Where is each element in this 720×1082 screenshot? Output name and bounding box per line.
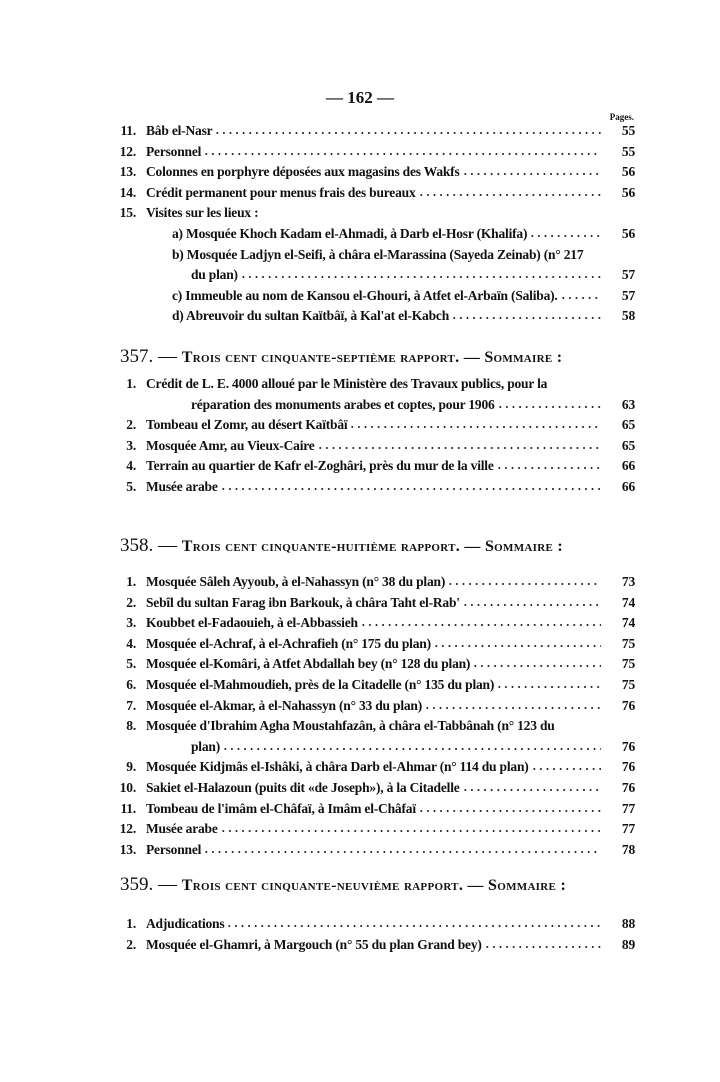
entry-text: plan) (191, 738, 221, 754)
entry-page: 66 (621, 478, 635, 494)
entry-text: Sebîl du sultan Farag ibn Barkouk, à châra Taht el-Rab' (146, 594, 460, 610)
entry-number: 1. (126, 376, 136, 391)
toc-entry (100, 613, 635, 634)
entry-text: d) Abreuvoir du sultan Kaïtbâï, à Kal'at el-Kabch (172, 308, 449, 324)
dot-leader (360, 623, 601, 627)
entry-text: Personnel (146, 143, 202, 159)
dot-leader (462, 603, 601, 607)
entry-page: 76 (621, 759, 635, 775)
toc-entry (100, 265, 635, 286)
toc-entry (100, 415, 635, 436)
entry-number: 11. (120, 123, 136, 138)
entry-page: 66 (621, 458, 635, 474)
entry-text: Mosquée el-Ghamri, à Margouch (n° 55 du plan Grand bey) (146, 936, 482, 952)
entry-text: Personnel (146, 841, 202, 857)
toc-entry (100, 737, 635, 758)
entry-page: 74 (621, 615, 635, 631)
toc-list-357 (100, 374, 635, 498)
entry-text: Colonnes en porphyre déposées aux magasins des Wakfs (146, 164, 460, 180)
toc-entry (100, 395, 635, 416)
toc-entry (100, 245, 635, 266)
entry-text: Crédit permanent pour menus frais des bureaux (146, 184, 416, 200)
dot-leader (496, 466, 601, 470)
toc-entry (100, 121, 635, 142)
entry-page: 77 (621, 800, 635, 816)
dot-leader (418, 809, 601, 813)
toc-entry (100, 203, 635, 224)
entry-page: 56 (621, 164, 635, 180)
entry-number: 13. (119, 164, 136, 180)
dot-leader (349, 425, 601, 429)
entry-number: 1. (126, 574, 136, 589)
entry-page: 74 (621, 594, 635, 610)
toc-entry (100, 162, 635, 183)
pages-column-label: Pages. (609, 112, 634, 122)
dot-leader (214, 131, 601, 135)
dot-leader (462, 788, 601, 792)
entry-text: Musée arabe (146, 821, 218, 837)
dot-leader (222, 747, 601, 751)
page-number: — 162 — (326, 88, 394, 107)
entry-text: du plan) (191, 267, 238, 283)
entry-page: 73 (621, 574, 635, 589)
entry-page: 77 (621, 821, 635, 837)
dot-leader (424, 706, 601, 710)
entry-number: 1. (126, 916, 136, 931)
toc-entry (100, 183, 635, 204)
entry-number: 14. (119, 184, 136, 200)
toc-entry (100, 675, 635, 696)
entry-text: réparation des monuments arabes et coptes, pour 1906 (191, 396, 495, 412)
toc-entry (100, 224, 635, 245)
entry-number: 7. (126, 697, 136, 713)
report-title: Trois cent cinquante-septième rapport. — Sommaire : (181, 349, 563, 366)
entry-page: 65 (621, 437, 635, 453)
entry-number: 9. (126, 759, 136, 775)
toc-entry (100, 477, 635, 498)
dot-leader (447, 582, 601, 586)
entry-text: a) Mosquée Khoch Kadam el-Ahmadi, à Darb el-Hosr (Khalifa) (172, 225, 528, 241)
entry-number: 10. (119, 779, 136, 795)
toc-entry (100, 778, 635, 799)
dot-leader (560, 296, 601, 300)
entry-number: 3. (126, 615, 136, 631)
entry-text: Tombeau de l'imâm el-Châfaï, à Imâm el-Châfaï (146, 800, 416, 816)
entry-text: Koubbet el-Fadaouieh, à el-Abbassieh (146, 615, 358, 631)
entry-page: 63 (621, 396, 635, 412)
toc-entry (100, 935, 635, 956)
entry-number: 6. (126, 676, 136, 692)
report-title: Trois cent cinquante-huitième rapport. — Sommaire : (181, 538, 564, 555)
toc-entry (100, 306, 635, 327)
entry-text: Adjudications (146, 916, 225, 931)
dot-leader (497, 405, 601, 409)
dot-leader (484, 945, 601, 949)
dot-leader (226, 924, 601, 928)
dot-leader (317, 446, 601, 450)
toc-entry (100, 654, 635, 675)
entry-text: Crédit de L. E. 4000 alloué par le Ministère des Travaux publics, pour la (146, 376, 548, 391)
entry-text: Visites sur les lieux : (146, 205, 259, 221)
entry-text: Mosquée el-Achraf, à el-Achrafieh (n° 175 du plan) (146, 635, 431, 651)
toc-entry (100, 142, 635, 163)
dot-leader (240, 275, 601, 279)
entry-page: 57 (621, 267, 635, 283)
entry-page: 56 (621, 184, 635, 200)
entry-text: Mosquée el-Mahmoudieh, près de la Citadelle (n° 135 du plan) (146, 676, 495, 692)
toc-list-previous (100, 121, 635, 327)
entry-text: b) Mosquée Ladjyn el-Seifi, à châra el-Marassina (Sayeda Zeinab) (n° 217 (172, 246, 584, 262)
toc-entry (100, 286, 635, 307)
entry-text: Mosquée Kidjmâs el-Ishâki, à châra Darb el-Ahmar (n° 114 du plan) (146, 759, 529, 775)
toc-entry (100, 572, 635, 593)
entry-text: Musée arabe (146, 478, 218, 494)
entry-text: Mosquée Amr, au Vieux-Caire (146, 437, 315, 453)
entry-number: 11. (120, 800, 136, 816)
toc-entry (100, 593, 635, 614)
entry-page: 76 (621, 697, 635, 713)
dot-leader (462, 172, 601, 176)
toc-entry (100, 456, 635, 477)
entry-number: 12. (119, 143, 136, 159)
entry-page: 78 (621, 841, 635, 857)
entry-page: 58 (621, 308, 635, 324)
entry-page: 55 (621, 123, 635, 138)
dot-leader (220, 487, 601, 491)
dot-leader (203, 152, 601, 156)
entry-text: Bâb el-Nasr (146, 123, 213, 138)
report-heading-358 (120, 535, 640, 557)
entry-number: 13. (119, 841, 136, 857)
entry-text: Mosquée el-Akmar, à el-Nahassyn (n° 33 du plan) (146, 697, 423, 713)
report-number: 358. — (120, 535, 182, 556)
toc-entry (100, 757, 635, 778)
toc-entry (100, 716, 635, 737)
entry-number: 2. (126, 594, 136, 610)
report-title: Trois cent cinquante-neuvième rapport. — Sommaire : (181, 877, 567, 894)
entry-text: Terrain au quartier de Kafr el-Zoghâri, près du mur de la ville (146, 458, 494, 474)
entry-number: 2. (126, 936, 136, 952)
entry-page: 57 (621, 287, 635, 303)
entry-number: 4. (126, 635, 136, 651)
entry-page: 75 (621, 635, 635, 651)
toc-entry (100, 634, 635, 655)
dot-leader (472, 664, 601, 668)
entry-page: 76 (621, 738, 635, 754)
report-heading-357 (120, 346, 640, 368)
entry-page: 88 (621, 916, 635, 931)
toc-entry (100, 374, 635, 395)
dot-leader (203, 850, 601, 854)
entry-text: Mosquée Sâleh Ayyoub, à el-Nahassyn (n° 38 du plan) (146, 574, 446, 589)
dot-leader (418, 193, 601, 197)
entry-page: 75 (621, 656, 635, 672)
report-number: 359. — (120, 874, 182, 895)
dot-leader (433, 644, 601, 648)
dot-leader (529, 234, 601, 238)
toc-entry (100, 840, 635, 861)
dot-leader (220, 829, 601, 833)
entry-page: 75 (621, 676, 635, 692)
entry-page: 89 (621, 936, 635, 952)
dot-leader (451, 316, 601, 320)
toc-entry (100, 819, 635, 840)
entry-number: 12. (119, 821, 136, 837)
entry-text: Mosquée d'Ibrahim Agha Moustahfazân, à châra el-Tabbânah (n° 123 du (146, 718, 555, 734)
toc-entry (100, 799, 635, 820)
dot-leader (496, 685, 601, 689)
entry-page: 76 (621, 779, 635, 795)
entry-number: 15. (119, 205, 136, 221)
entry-text: Mosquée el-Komâri, à Atfet Abdallah bey (n° 128 du plan) (146, 656, 471, 672)
entry-text: c) Immeuble au nom de Kansou el-Ghouri, à Atfet el-Arbaïn (Saliba). (172, 287, 558, 303)
entry-number: 2. (126, 417, 136, 433)
report-number: 357. — (120, 346, 182, 367)
toc-list-359 (100, 914, 635, 955)
toc-entry (100, 696, 635, 717)
entry-text: Tombeau el Zomr, au désert Kaïtbâï (146, 417, 348, 433)
entry-number: 4. (126, 458, 136, 474)
toc-entry (100, 436, 635, 457)
entry-text: Sakiet el-Halazoun (puits dit «de Joseph»), à la Citadelle (146, 779, 460, 795)
entry-page: 56 (621, 225, 635, 241)
entry-page: 65 (621, 417, 635, 433)
entry-number: 5. (126, 656, 136, 672)
entry-number: 3. (126, 437, 136, 453)
report-heading-359 (120, 874, 640, 896)
entry-number: 5. (126, 478, 136, 494)
toc-list-358 (100, 572, 635, 860)
entry-number: 8. (126, 718, 136, 734)
toc-entry (100, 914, 635, 935)
entry-page: 55 (621, 143, 635, 159)
dot-leader (531, 767, 601, 771)
